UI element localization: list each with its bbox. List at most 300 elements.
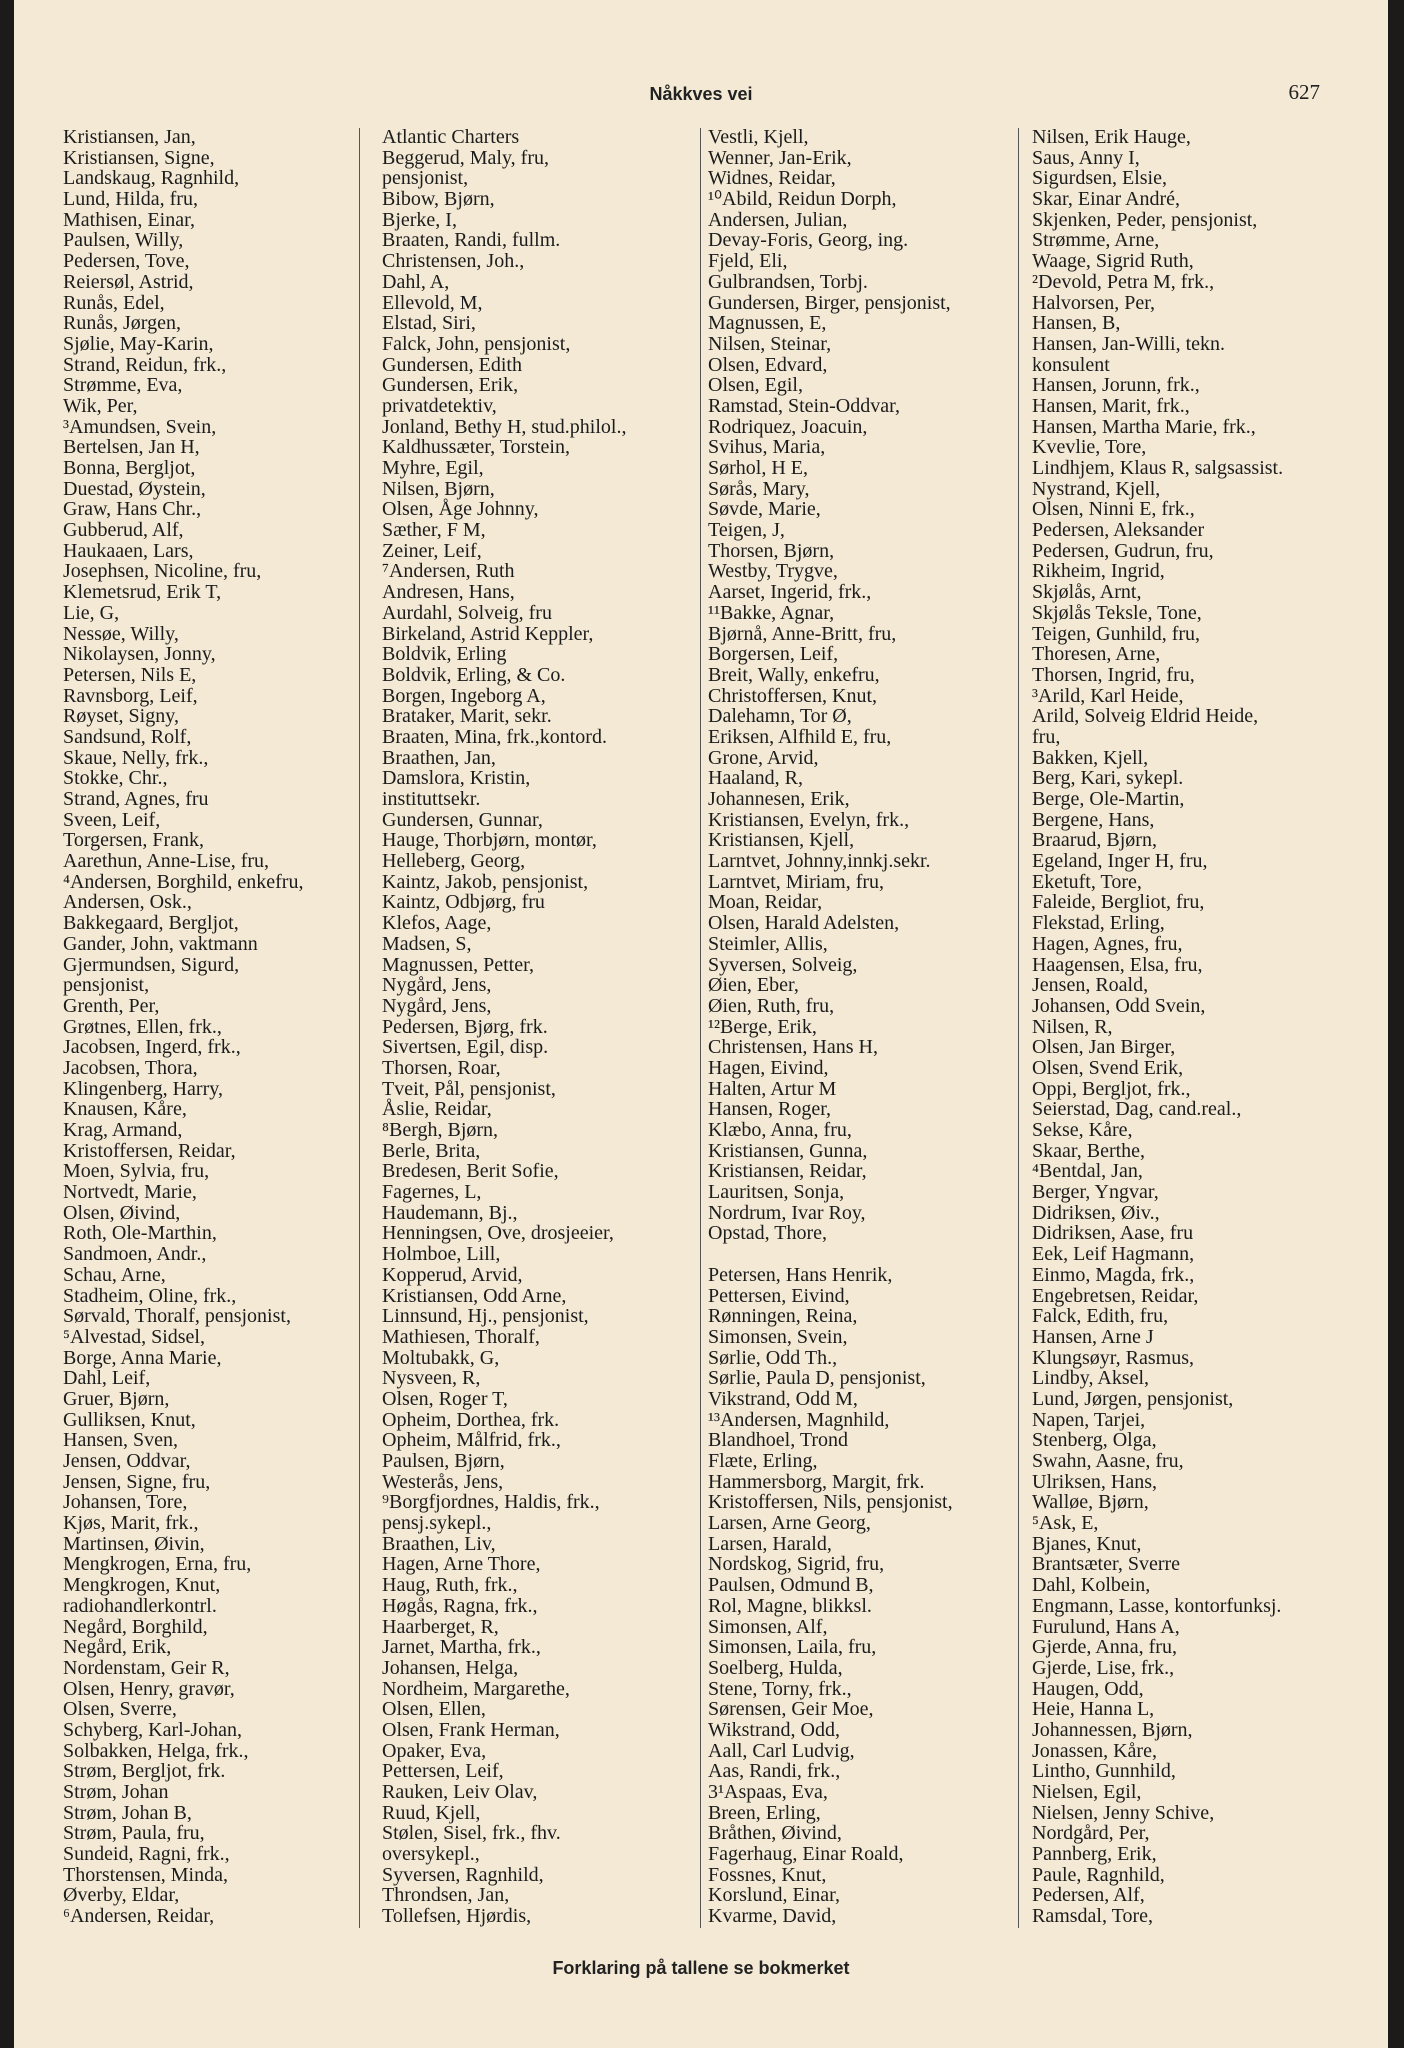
directory-entry: Gundersen, Birger, pensjonist, — [708, 291, 951, 314]
directory-entry: radiohandlerkontrl. — [63, 1594, 217, 1617]
directory-entry: privatdetektiv, — [382, 394, 497, 417]
directory-entry: Ravnsborg, Leif, — [63, 684, 198, 707]
directory-entry: Hagen, Agnes, fru, — [1032, 932, 1183, 955]
directory-entry: Strand, Agnes, fru — [63, 788, 209, 810]
directory-entry: Martinsen, Øivin, — [63, 1532, 205, 1555]
directory-entry: Falck, Edith, fru, — [1032, 1305, 1169, 1328]
directory-entry: Thorsen, Bjørn, — [708, 539, 835, 562]
directory-entry: ⁵Alvestad, Sidsel, — [63, 1325, 205, 1348]
directory-entry: Olsen, Frank Herman, — [382, 1718, 560, 1741]
directory-entry: Skaue, Nelly, frk., — [63, 746, 209, 769]
directory-entry: Schau, Arne, — [63, 1263, 166, 1286]
directory-entry: Ramstad, Stein-Oddvar, — [708, 394, 900, 417]
directory-column-1 — [63, 127, 303, 1927]
directory-entry: Fagernes, L, — [382, 1181, 482, 1204]
directory-entry: ¹²Berge, Erik, — [708, 1015, 817, 1038]
directory-entry: Strøm, Paula, fru, — [63, 1822, 205, 1845]
directory-entry: Dahl, A, — [382, 270, 450, 293]
directory-entry: Nortvedt, Marie, — [63, 1181, 197, 1204]
directory-entry: Henningsen, Ove, drosjeeier, — [382, 1222, 614, 1245]
directory-entry: Josephsen, Nicoline, fru, — [63, 560, 262, 583]
directory-entry: Linnsund, Hj., pensjonist, — [382, 1305, 589, 1328]
directory-entry: Jonland, Bethy H, stud.philol., — [382, 415, 627, 438]
directory-entry: Johansen, Tore, — [63, 1491, 188, 1514]
directory-entry: Bonna, Bergljot, — [63, 457, 196, 479]
directory-entry: Braaten, Mina, frk.,kontord. — [382, 725, 607, 748]
directory-entry: Holmboe, Lill, — [382, 1243, 501, 1266]
directory-entry: Pedersen, Gudrun, fru, — [1032, 539, 1214, 562]
directory-entry: Sveen, Leif, — [63, 808, 161, 831]
directory-entry: Wenner, Jan-Erik, — [708, 146, 852, 169]
directory-entry: Throndsen, Jan, — [382, 1884, 510, 1907]
directory-entry: Solbakken, Helga, frk., — [63, 1739, 249, 1762]
directory-entry: Olsen, Egil, — [708, 374, 803, 397]
directory-entry: Furulund, Hans A, — [1032, 1615, 1180, 1638]
directory-entry: ⁵Ask, E, — [1032, 1512, 1099, 1535]
directory-entry: Jarnet, Martha, frk., — [382, 1636, 541, 1659]
directory-entry: Torgersen, Frank, — [63, 829, 204, 852]
directory-entry: Gjerde, Lise, frk., — [1032, 1656, 1175, 1679]
directory-entry: Pedersen, Tove, — [63, 250, 190, 273]
directory-entry: Sørlie, Paula D, pensjonist, — [708, 1367, 926, 1390]
directory-entry: Larsen, Arne Georg, — [708, 1512, 871, 1535]
directory-entry: Borgersen, Leif, — [708, 643, 839, 666]
directory-entry: Strømme, Arne, — [1032, 229, 1160, 252]
directory-entry: Svihus, Maria, — [708, 436, 826, 459]
directory-entry: Faleide, Bergliot, fru, — [1032, 891, 1205, 914]
directory-entry: Fjeld, Eli, — [708, 250, 788, 273]
directory-entry: Stokke, Chr., — [63, 767, 168, 790]
directory-entry: Sørås, Mary, — [708, 477, 810, 500]
directory-entry: Jensen, Roald, — [1032, 974, 1149, 997]
directory-entry: Opheim, Målfrid, frk., — [382, 1429, 561, 1452]
directory-entry: Berge, Ole-Martin, — [1032, 788, 1185, 810]
directory-entry: Rodriquez, Joacuin, — [708, 415, 868, 438]
directory-entry: Thorsen, Roar, — [382, 1056, 501, 1079]
directory-entry: Klefos, Aage, — [382, 912, 492, 935]
directory-entry: Nordheim, Margarethe, — [382, 1677, 570, 1700]
directory-entry: Widnes, Reidar, — [708, 167, 836, 190]
directory-entry: Christensen, Joh., — [382, 250, 525, 273]
directory-entry: Pettersen, Leif, — [382, 1760, 504, 1783]
directory-entry: Paulsen, Bjørn, — [382, 1450, 505, 1472]
directory-entry: Damslora, Kristin, — [382, 767, 531, 790]
directory-entry: Jacobsen, Ingerd, frk., — [63, 1036, 241, 1059]
directory-entry: Bibow, Bjørn, — [382, 188, 495, 211]
directory-entry: ⁸Bergh, Bjørn, — [382, 1119, 499, 1141]
directory-entry: Olsen, Ninni E, frk., — [1032, 498, 1195, 521]
directory-entry: Breen, Erling, — [708, 1801, 821, 1824]
directory-entry: Hansen, Sven, — [63, 1429, 178, 1452]
directory-entry: Gubberud, Alf, — [63, 519, 184, 542]
directory-entry: Johansen, Odd Svein, — [1032, 994, 1206, 1017]
directory-entry: Thorsen, Ingrid, fru, — [1032, 663, 1195, 686]
directory-entry: Dalehamn, Tor Ø, — [708, 705, 852, 728]
directory-entry: Zeiner, Leif, — [382, 539, 482, 562]
directory-entry: Beggerud, Maly, fru, — [382, 146, 549, 169]
directory-entry: Kristiansen, Kjell, — [708, 829, 855, 852]
directory-entry: Kopperud, Arvid, — [382, 1263, 523, 1286]
directory-entry: Borgen, Ingeborg A, — [382, 684, 546, 707]
directory-entry: Boldvik, Erling — [382, 643, 507, 666]
directory-entry: Lund, Hilda, fru, — [63, 188, 198, 211]
column-divider-3 — [1018, 128, 1019, 1928]
directory-entry: Swahn, Aasne, fru, — [1032, 1450, 1184, 1472]
directory-entry: Roth, Ole-Marthin, — [63, 1222, 217, 1245]
directory-entry: Opaker, Eva, — [382, 1739, 487, 1762]
directory-entry: konsulent — [1032, 353, 1110, 376]
directory-entry: Eriksen, Alfhild E, fru, — [708, 725, 892, 748]
directory-entry: Kristiansen, Evelyn, frk., — [708, 808, 910, 831]
directory-entry: Olsen, Sverre, — [63, 1698, 177, 1721]
directory-entry: Jacobsen, Thora, — [63, 1056, 198, 1079]
directory-entry: Didriksen, Øiv., — [1032, 1201, 1160, 1224]
directory-entry: ³Arild, Karl Heide, — [1032, 684, 1184, 707]
directory-entry: Bredesen, Berit Sofie, — [382, 1160, 559, 1183]
directory-entry: Lauritsen, Sonja, — [708, 1181, 845, 1204]
directory-entry: Mengkrogen, Erna, fru, — [63, 1553, 252, 1576]
page-number: 627 — [1288, 80, 1320, 104]
directory-entry: Thoresen, Arne, — [1032, 643, 1161, 666]
directory-entry: Berle, Brita, — [382, 1139, 481, 1162]
directory-entry: ³Amundsen, Svein, — [63, 415, 217, 438]
directory-entry: Breit, Wally, enkefru, — [708, 663, 880, 686]
directory-entry: Sigurdsen, Elsie, — [1032, 167, 1167, 190]
directory-entry: pensjonist, — [382, 167, 469, 190]
directory-entry: Bjanes, Knut, — [1032, 1532, 1142, 1555]
directory-entry: Simonsen, Svein, — [708, 1325, 848, 1348]
directory-entry: Gundersen, Erik, — [382, 374, 519, 397]
directory-entry: Lintho, Gunnhild, — [1032, 1760, 1176, 1783]
directory-entry: Aarset, Ingerid, frk., — [708, 581, 872, 604]
directory-entry: Halvorsen, Per, — [1032, 291, 1156, 314]
directory-column-4 — [1032, 127, 1283, 1927]
directory-entry: Christensen, Hans H, — [708, 1036, 878, 1059]
directory-entry: Høgås, Ragna, frk., — [382, 1594, 538, 1617]
directory-entry: ⁹Borgfjordnes, Haldis, frk., — [382, 1491, 600, 1514]
directory-entry: Haukaaen, Lars, — [63, 539, 194, 562]
directory-entry: Sekse, Kåre, — [1032, 1119, 1133, 1141]
directory-entry: Westby, Trygve, — [708, 560, 838, 583]
directory-entry: Thorstensen, Minda, — [63, 1863, 228, 1886]
directory-entry: Nielsen, Jenny Schive, — [1032, 1801, 1215, 1824]
directory-entry: Kvevlie, Tore, — [1032, 436, 1147, 459]
directory-entry: Pannberg, Erik, — [1032, 1843, 1157, 1866]
directory-entry: Eek, Leif Hagmann, — [1032, 1243, 1195, 1266]
directory-entry: Klæbo, Anna, fru, — [708, 1119, 852, 1141]
directory-entry: Wikstrand, Odd, — [708, 1718, 840, 1741]
directory-entry: Moen, Sylvia, fru, — [63, 1160, 210, 1183]
directory-entry: Tveit, Pål, pensjonist, — [382, 1077, 556, 1100]
directory-entry: Bjerke, I, — [382, 208, 457, 231]
directory-entry: Jonassen, Kåre, — [1032, 1739, 1157, 1762]
directory-entry: Wik, Per, — [63, 394, 138, 417]
directory-entry: Sivertsen, Egil, disp. — [382, 1036, 549, 1059]
directory-entry: Strømme, Eva, — [63, 374, 183, 397]
directory-entry: Egeland, Inger H, fru, — [1032, 850, 1208, 873]
directory-entry: Nilsen, Steinar, — [708, 332, 832, 355]
directory-entry: Nygård, Jens, — [382, 994, 492, 1017]
directory-entry: Pedersen, Aleksander — [1032, 519, 1205, 542]
directory-entry: ²Devold, Petra M, frk., — [1032, 270, 1215, 293]
directory-entry: Brantsæter, Sverre — [1032, 1553, 1181, 1576]
directory-entry: Jensen, Signe, fru, — [63, 1470, 211, 1493]
directory-entry: Stenberg, Olga, — [1032, 1429, 1157, 1452]
directory-entry: Mengkrogen, Knut, — [63, 1574, 221, 1597]
directory-entry: Boldvik, Erling, & Co. — [382, 663, 566, 686]
directory-entry: Westerås, Jens, — [382, 1470, 504, 1493]
directory-column-2 — [382, 127, 626, 1927]
directory-entry: Opheim, Dorthea, frk. — [382, 1408, 560, 1431]
directory-entry: Aall, Carl Ludvig, — [708, 1739, 855, 1762]
directory-entry: Berger, Yngvar, — [1032, 1181, 1159, 1204]
directory-entry: Rol, Magne, blikksl. — [708, 1594, 872, 1617]
directory-entry: Sørensen, Geir Moe, — [708, 1698, 874, 1721]
directory-entry: Arild, Solveig Eldrid Heide, — [1032, 705, 1259, 728]
directory-entry: ¹¹Bakke, Agnar, — [708, 601, 835, 624]
directory-entry: Flæte, Erling, — [708, 1450, 818, 1472]
directory-entry: Nordrum, Ivar Roy, — [708, 1201, 866, 1224]
directory-entry: Hansen, Martha Marie, frk., — [1032, 415, 1256, 438]
directory-entry: Walløe, Bjørn, — [1032, 1491, 1149, 1514]
directory-entry: Engmann, Lasse, kontorfunksj. — [1032, 1594, 1282, 1617]
directory-entry: Pettersen, Eivind, — [708, 1284, 850, 1307]
directory-entry: Bertelsen, Jan H, — [63, 436, 200, 459]
directory-entry: Andersen, Osk., — [63, 891, 192, 914]
directory-entry: Grone, Arvid, — [708, 746, 819, 769]
directory-entry: Haaland, R, — [708, 767, 803, 790]
directory-entry: Gruer, Bjørn, — [63, 1387, 170, 1410]
directory-entry: Ruud, Kjell, — [382, 1801, 481, 1824]
directory-entry: Kristiansen, Gunna, — [708, 1139, 868, 1162]
directory-entry: Ramsdal, Tore, — [1032, 1905, 1153, 1928]
directory-entry: Sjølie, May-Karin, — [63, 332, 214, 355]
directory-entry: Hansen, Roger, — [708, 1098, 832, 1121]
directory-entry: Devay-Foris, Georg, ing. — [708, 229, 909, 252]
directory-entry: Haugen, Odd, — [1032, 1677, 1144, 1700]
directory-entry: Einmo, Magda, frk., — [1032, 1263, 1195, 1286]
directory-entry: fru, — [1032, 725, 1061, 748]
directory-entry: Olsen, Åge Johnny, — [382, 498, 539, 521]
directory-entry: Klungsøyr, Rasmus, — [1032, 1346, 1194, 1369]
directory-entry: Mathiesen, Thoralf, — [382, 1325, 540, 1348]
directory-entry: Paulsen, Odmund B, — [708, 1574, 874, 1597]
directory-entry: Nilsen, Erik Hauge, — [1032, 126, 1191, 148]
directory-entry: Tollefsen, Hjørdis, — [382, 1905, 532, 1928]
directory-entry: Andresen, Hans, — [382, 581, 515, 604]
directory-entry: Røyset, Signy, — [63, 705, 179, 728]
directory-entry: Sandmoen, Andr., — [63, 1243, 207, 1266]
directory-page — [14, 0, 1388, 2048]
directory-entry: Seierstad, Dag, cand.real., — [1032, 1098, 1242, 1121]
directory-entry: Flekstad, Erling, — [1032, 912, 1165, 935]
directory-entry: Nessøe, Willy, — [63, 622, 179, 645]
directory-entry: Ulriksen, Hans, — [1032, 1470, 1157, 1493]
directory-entry: Lindhjem, Klaus R, salgsassist. — [1032, 457, 1284, 479]
directory-entry: Kristoffersen, Nils, pensjonist, — [708, 1491, 953, 1514]
directory-entry: Nielsen, Egil, — [1032, 1781, 1142, 1803]
directory-entry: Gjermundsen, Sigurd, — [63, 953, 240, 976]
directory-entry: Strøm, Bergljot, frk. — [63, 1760, 226, 1783]
directory-entry: Kristiansen, Signe, — [63, 146, 215, 169]
directory-entry: Grenth, Per, — [63, 994, 160, 1017]
directory-entry: Gander, John, vaktmann — [63, 932, 258, 955]
directory-entry: Øien, Ruth, fru, — [708, 994, 835, 1017]
directory-entry: Pedersen, Bjørg, frk. — [382, 1015, 548, 1038]
directory-entry — [708, 1244, 953, 1265]
directory-entry: Gulbrandsen, Torbj. — [708, 270, 868, 293]
directory-entry: ⁴Andersen, Borghild, enkefru, — [63, 870, 304, 893]
directory-entry: Runås, Jørgen, — [63, 312, 181, 335]
directory-entry: Magnussen, Petter, — [382, 953, 534, 976]
directory-entry: Larntvet, Miriam, fru, — [708, 870, 885, 893]
directory-entry: Birkeland, Astrid Keppler, — [382, 622, 594, 645]
directory-entry: Haagensen, Elsa, fru, — [1032, 953, 1203, 976]
directory-entry: Nikolaysen, Jonny, — [63, 643, 216, 666]
directory-entry: Olsen, Roger T, — [382, 1387, 508, 1410]
directory-entry: Moltubakk, G, — [382, 1346, 500, 1369]
directory-entry: Johannesen, Erik, — [708, 788, 850, 810]
footer-note: Forklaring på tallene se bokmerket — [552, 1958, 850, 1978]
directory-entry: Hagen, Arne Thore, — [382, 1553, 541, 1576]
directory-entry: Bakkegaard, Bergljot, — [63, 912, 239, 935]
directory-entry: Soelberg, Hulda, — [708, 1656, 843, 1679]
directory-entry: Larntvet, Johnny,innkj.sekr. — [708, 850, 931, 873]
directory-entry: Nystrand, Kjell, — [1032, 477, 1161, 500]
directory-entry: Madsen, S, — [382, 932, 472, 955]
directory-entry: Olsen, Edvard, — [708, 353, 828, 376]
directory-entry: Skar, Einar André, — [1032, 188, 1181, 211]
directory-entry: Sørvald, Thoralf, pensjonist, — [63, 1305, 291, 1328]
directory-entry: Stølen, Sisel, frk., fhv. — [382, 1822, 561, 1845]
directory-entry: Bråthen, Øivind, — [708, 1822, 842, 1845]
directory-entry: instituttsekr. — [382, 788, 481, 810]
directory-entry: Hagen, Eivind, — [708, 1056, 829, 1079]
directory-entry: Sundeid, Ragni, frk., — [63, 1843, 230, 1866]
directory-entry: Kaintz, Jakob, pensjonist, — [382, 870, 589, 893]
directory-entry: Vikstrand, Odd M, — [708, 1387, 858, 1410]
directory-entry: Landskaug, Ragnhild, — [63, 167, 240, 190]
directory-entry: Runås, Edel, — [63, 291, 165, 314]
directory-entry: Fossnes, Knut, — [708, 1863, 827, 1886]
directory-entry: Gundersen, Edith — [382, 353, 522, 376]
directory-entry: Moan, Reidar, — [708, 891, 823, 914]
directory-entry: Simonsen, Alf, — [708, 1615, 828, 1638]
directory-entry: Atlantic Charters — [382, 126, 520, 148]
directory-entry: Øverby, Eldar, — [63, 1884, 180, 1907]
directory-entry: Paulsen, Willy, — [63, 229, 184, 252]
directory-entry: Nilsen, R, — [1032, 1015, 1113, 1038]
directory-column-3 — [708, 127, 953, 1927]
directory-entry: Braaten, Randi, fullm. — [382, 229, 561, 252]
directory-entry: Berg, Kari, sykepl. — [1032, 767, 1184, 790]
directory-entry: Sæther, F M, — [382, 519, 486, 542]
directory-entry: Reiersøl, Astrid, — [63, 270, 194, 293]
directory-entry: Jensen, Oddvar, — [63, 1450, 191, 1472]
directory-entry: Blandhoel, Trond — [708, 1429, 849, 1452]
directory-entry: Larsen, Harald, — [708, 1532, 832, 1555]
directory-entry: Rønningen, Reina, — [708, 1305, 858, 1328]
directory-entry: Kristoffersen, Reidar, — [63, 1139, 236, 1162]
directory-entry: Hauge, Thorbjørn, montør, — [382, 829, 597, 852]
directory-entry: Ellevold, M, — [382, 291, 483, 314]
directory-entry: Nordskog, Sigrid, fru, — [708, 1553, 885, 1576]
directory-entry: Hansen, Jan-Willi, tekn. — [1032, 332, 1226, 355]
directory-entry: Gundersen, Gunnar, — [382, 808, 543, 831]
directory-entry: Olsen, Svend Erik, — [1032, 1056, 1184, 1079]
directory-entry: Kaintz, Odbjørg, fru — [382, 891, 545, 914]
directory-entry: Duestad, Øystein, — [63, 477, 206, 500]
directory-entry: Olsen, Jan Birger, — [1032, 1036, 1176, 1059]
directory-entry: Nygård, Jens, — [382, 974, 492, 997]
directory-entry: Hammersborg, Margit, frk. — [708, 1470, 925, 1493]
directory-entry: Knausen, Kåre, — [63, 1098, 187, 1121]
directory-entry: Hansen, Jorunn, frk., — [1032, 374, 1200, 397]
directory-entry: Nordenstam, Geir R, — [63, 1656, 230, 1679]
directory-entry: Halten, Artur M — [708, 1077, 837, 1100]
directory-entry: Olsen, Øivind, — [63, 1201, 181, 1224]
directory-entry: ⁷Andersen, Ruth — [382, 560, 515, 583]
directory-entry: Øien, Eber, — [708, 974, 799, 997]
directory-entry: Haug, Ruth, frk., — [382, 1574, 518, 1597]
directory-entry: Aarethun, Anne-Lise, fru, — [63, 850, 270, 873]
directory-entry: Olsen, Ellen, — [382, 1698, 486, 1721]
directory-entry: Stene, Torny, frk., — [708, 1677, 852, 1700]
directory-entry: Bjørnå, Anne-Britt, fru, — [708, 622, 897, 645]
directory-entry: Hansen, Arne J — [1032, 1325, 1154, 1348]
directory-entry: Gjerde, Anna, fru, — [1032, 1636, 1177, 1659]
directory-entry: Syversen, Solveig, — [708, 953, 858, 976]
directory-entry: ¹³Andersen, Magnhild, — [708, 1408, 890, 1431]
directory-entry: Vestli, Kjell, — [708, 126, 809, 148]
directory-entry: Klemetsrud, Erik T, — [63, 581, 222, 604]
directory-entry: Oppi, Bergljot, frk., — [1032, 1077, 1191, 1100]
directory-entry: ¹⁰Abild, Reidun Dorph, — [708, 188, 897, 211]
page-title: Nåkkves vei — [649, 84, 753, 104]
directory-entry: Syversen, Ragnhild, — [382, 1863, 544, 1886]
directory-entry: Kristiansen, Reidar, — [708, 1160, 867, 1183]
directory-entry: Pedersen, Alf, — [1032, 1884, 1145, 1907]
column-divider-1 — [359, 128, 360, 1928]
directory-entry: Kaldhussæter, Torstein, — [382, 436, 570, 459]
directory-entry: Negård, Erik, — [63, 1636, 172, 1659]
directory-entry: Sørhol, H E, — [708, 457, 808, 479]
directory-entry: Skjenken, Peder, pensjonist, — [1032, 208, 1258, 231]
directory-entry: Petersen, Hans Henrik, — [708, 1263, 893, 1286]
directory-entry: Mathisen, Einar, — [63, 208, 195, 231]
directory-entry: Saus, Anny I, — [1032, 146, 1140, 169]
directory-entry: Lie, G, — [63, 601, 120, 624]
directory-entry: Nordgård, Per, — [1032, 1822, 1150, 1845]
directory-entry: Magnussen, E, — [708, 312, 827, 335]
directory-entry: Braathen, Liv, — [382, 1532, 496, 1555]
directory-entry: ⁴Bentdal, Jan, — [1032, 1160, 1143, 1183]
directory-entry: Negård, Borghild, — [63, 1615, 208, 1638]
directory-entry: Sørlie, Odd Th., — [708, 1346, 838, 1369]
directory-entry: Myhre, Egil, — [382, 457, 484, 479]
directory-entry: Stadheim, Oline, frk., — [63, 1284, 237, 1307]
directory-entry: Falck, John, pensjonist, — [382, 332, 571, 355]
directory-entry: Nilsen, Bjørn, — [382, 477, 495, 500]
directory-entry: Gulliksen, Knut, — [63, 1408, 196, 1431]
directory-entry: Fagerhaug, Einar Roald, — [708, 1843, 904, 1866]
directory-entry: Klingenberg, Harry, — [63, 1077, 223, 1100]
directory-entry: Steimler, Allis, — [708, 932, 828, 955]
directory-entry: Paule, Ragnhild, — [1032, 1863, 1165, 1886]
directory-entry: Lund, Jørgen, pensjonist, — [1032, 1387, 1234, 1410]
directory-entry: Bergene, Hans, — [1032, 808, 1155, 831]
directory-entry: Aurdahl, Solveig, fru — [382, 601, 552, 624]
